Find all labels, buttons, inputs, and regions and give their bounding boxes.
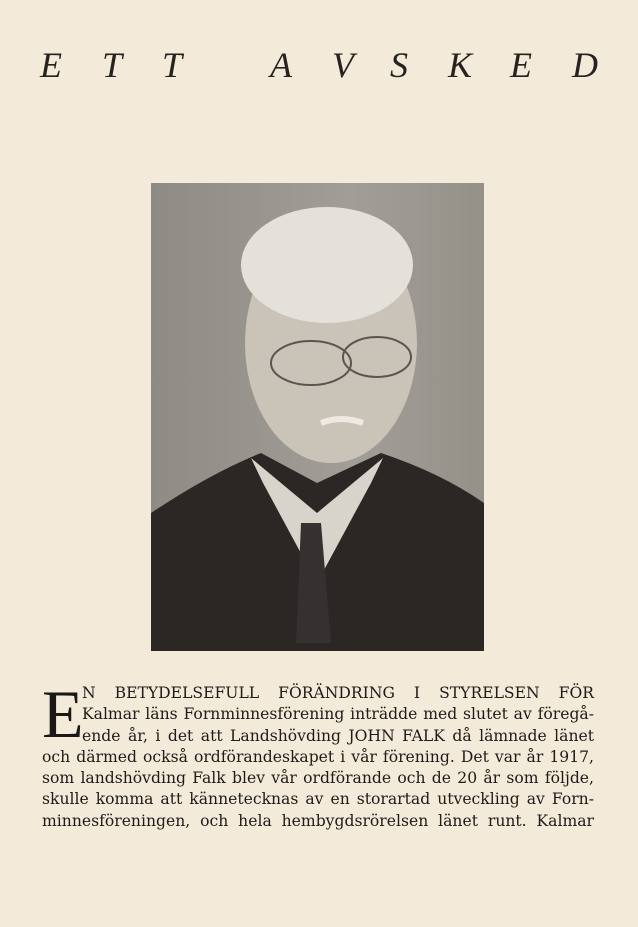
article-line: som landshövding Falk blev vår ordförande och de 20 år som följde, xyxy=(42,769,594,788)
article-line: Kalmar läns Fornminnesförening inträdde med slutet av föregå- xyxy=(82,705,594,724)
article-line: skulle komma att kännetecknas av en storartad utveckling av Forn- xyxy=(42,790,594,809)
portrait-photo xyxy=(151,183,484,651)
title-letter: E xyxy=(510,45,532,85)
title-letter: E xyxy=(40,45,62,85)
portrait-image xyxy=(151,183,484,651)
article-body xyxy=(42,676,594,832)
title-letter: A xyxy=(270,45,292,85)
title-letter: T xyxy=(162,45,183,85)
drop-cap: E xyxy=(42,676,84,752)
page-title xyxy=(40,44,600,84)
article-line: ende år, i det att Landshövding JOHN FALK då lämnade länet xyxy=(82,726,594,745)
title-letter: K xyxy=(448,45,473,85)
title-letter: D xyxy=(572,45,598,85)
article-line: minnesföreningen, och hela hembygdsrörelsen länet runt. Kalmar xyxy=(42,811,594,830)
title-letter: T xyxy=(102,45,123,85)
article-line: N BETYDELSEFULL FÖRÄNDRING I STYRELSEN FÖR xyxy=(82,684,594,702)
article-line: och därmed också ordförandeskapet i vår förening. Det var år 1917, xyxy=(42,747,594,766)
title-letter: V xyxy=(332,45,354,85)
title-letter: S xyxy=(390,45,408,85)
